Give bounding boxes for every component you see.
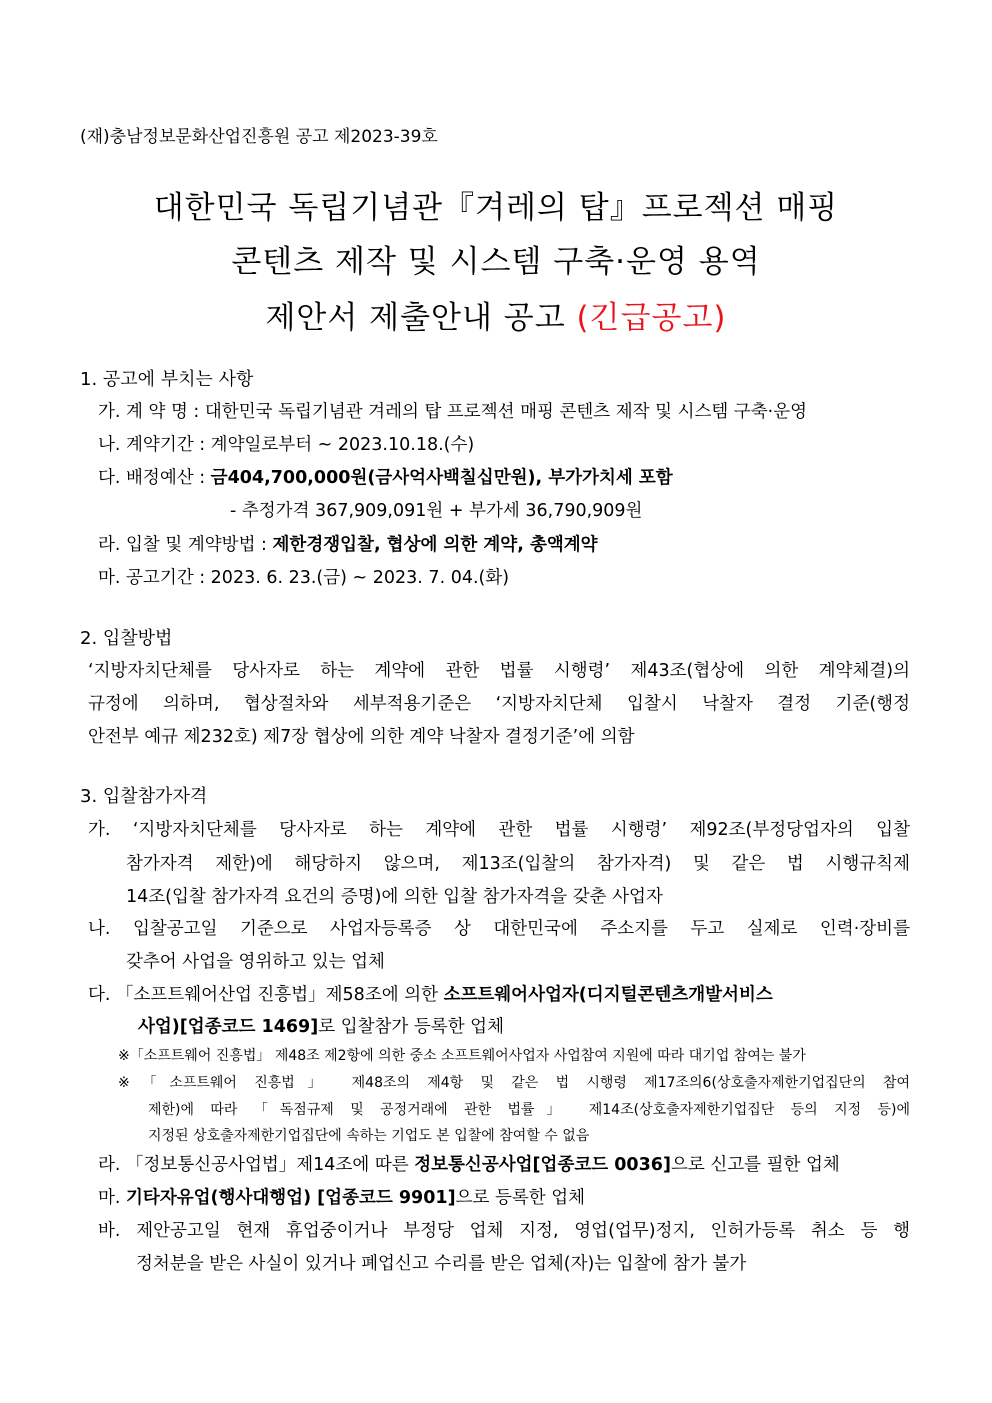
qualification-da-prefix: 다. 「소프트웨어산업 진흥법」제58조에 의한 bbox=[88, 985, 444, 1005]
section-2-heading: 2. 입찰방법 bbox=[80, 628, 173, 649]
qualification-ma bbox=[98, 1186, 585, 1210]
bidding-method bbox=[98, 533, 598, 557]
section-2-line-1: ‘지방자치단체를 당사자로 하는 계약에 관한 법률 시행령’ 제43조(협상에 의한 계약체결)의 bbox=[88, 661, 910, 681]
note-2-line-2: 제한)에 따라 「독점규제 및 공정거래에 관한 법률」 제14조(상호출자제한기업집단 등의 지정 등)에 bbox=[148, 1102, 910, 1118]
qualification-da-line-1 bbox=[88, 983, 773, 1007]
note-2-line-3: 지정된 상호출자제한기업집단에 속하는 기업도 본 입찰에 참여할 수 없음 bbox=[148, 1128, 590, 1144]
qualification-ba-line-1: 바. 제안공고일 현재 휴업중이거나 부정당 업체 지정, 영업(업무)정지, 인허가등록 취소 등 행 bbox=[98, 1221, 910, 1241]
telecom-business-code: 정보통신공사업[업종코드 0036] bbox=[414, 1155, 671, 1175]
contract-period: 나. 계약기간 : 계약일로부터 ~ 2023.10.18.(수) bbox=[98, 435, 475, 455]
note-1: ※「소프트웨어 진흥법」 제48조 제2항에 의한 중소 소프트웨어사업자 사업참여 지원에 따라 대기업 참여는 불가 bbox=[118, 1048, 806, 1064]
qualification-na-line-1: 나. 입찰공고일 기준으로 사업자등록증 상 대한민국에 주소지를 두고 실제로 인력·장비를 bbox=[88, 919, 910, 939]
section-1-heading: 1. 공고에 부치는 사항 bbox=[80, 369, 254, 390]
qualification-ba-line-2: 정처분을 받은 사실이 있거나 폐업신고 수리를 받은 업체(자)는 입찰에 참가 불가 bbox=[136, 1254, 747, 1274]
section-2-line-2: 규정에 의하며, 협상절차와 세부적용기준은 ‘지방자치단체 입찰시 낙찰자 결정 기준(행정 bbox=[88, 694, 910, 714]
qualification-ga-line-2: 참가자격 제한)에 해당하지 않으며, 제13조(입찰의 참가자격) 및 같은 법 시행규칙제 bbox=[126, 854, 910, 874]
software-business-type: 소프트웨어사업자(디지털콘텐츠개발서비스 bbox=[443, 985, 773, 1005]
budget-label: 다. 배정예산 : bbox=[98, 468, 211, 488]
estimated-price: - 추정가격 367,909,091원 + 부가세 36,790,909원 bbox=[230, 501, 643, 521]
qualification-na-line-2: 갖추어 사업을 영위하고 있는 업체 bbox=[126, 952, 385, 972]
budget bbox=[98, 466, 673, 490]
qualification-ga-line-3: 14조(입찰 참가자격 요건의 증명)에 의한 입찰 참가자격을 갖춘 사업자 bbox=[126, 887, 663, 907]
qualification-ra-suffix: 으로 신고를 필한 업체 bbox=[670, 1155, 840, 1175]
section-3-heading: 3. 입찰참가자격 bbox=[80, 786, 208, 807]
qualification-da-line-2 bbox=[138, 1015, 504, 1039]
title-line-3 bbox=[0, 298, 992, 338]
notice-number: (재)충남정보문화산업진흥원 공고 제2023-39호 bbox=[80, 127, 438, 147]
qualification-ma-suffix: 으로 등록한 업체 bbox=[455, 1188, 586, 1208]
qualification-ra-prefix: 라. 「정보통신공사업법」제14조에 따른 bbox=[98, 1155, 415, 1175]
section-2-line-3: 안전부 예규 제232호) 제7장 협상에 의한 계약 낙찰자 결정기준’에 의함 bbox=[88, 727, 635, 747]
qualification-da-suffix: 로 입찰참가 등록한 업체 bbox=[318, 1017, 504, 1037]
note-2-line-1: ※「소프트웨어 진흥법」 제48조의 제4항 및 같은 법 시행령 제17조의6(상호출자제한기업집단의 참여 bbox=[118, 1075, 910, 1091]
title-line-3-text: 제안서 제출안내 공고 bbox=[265, 300, 577, 336]
qualification-ra bbox=[98, 1153, 840, 1177]
bidding-method-value: 제한경쟁입찰, 협상에 의한 계약, 총액계약 bbox=[272, 535, 598, 555]
qualification-ga-line-1: 가. ‘지방자치단체를 당사자로 하는 계약에 관한 법률 시행령’ 제92조(부정당업자의 입찰 bbox=[88, 820, 910, 840]
bidding-method-label: 라. 입찰 및 계약방법 : bbox=[98, 535, 273, 555]
event-business-code: 기타자유업(행사대행업) [업종코드 9901] bbox=[126, 1188, 456, 1208]
title-line-1: 대한민국 독립기념관『겨레의 탑』프로젝션 매핑 bbox=[153, 190, 839, 226]
software-business-code: 사업)[업종코드 1469] bbox=[138, 1017, 319, 1037]
title-line-2: 콘텐츠 제작 및 시스템 구축·운영 용역 bbox=[231, 244, 761, 280]
contract-name: 가. 계 약 명 : 대한민국 독립기념관 겨레의 탑 프로젝션 매핑 콘텐츠 제작 및 시스템 구축·운영 bbox=[98, 402, 808, 422]
budget-amount: 금404,700,000원(금사억사백칠십만원), 부가가치세 포함 bbox=[210, 468, 673, 488]
qualification-ma-prefix: 마. bbox=[98, 1188, 127, 1208]
urgent-label: (긴급공고) bbox=[576, 300, 727, 336]
notice-period: 마. 공고기간 : 2023. 6. 23.(금) ~ 2023. 7. 04.(화) bbox=[98, 568, 510, 588]
